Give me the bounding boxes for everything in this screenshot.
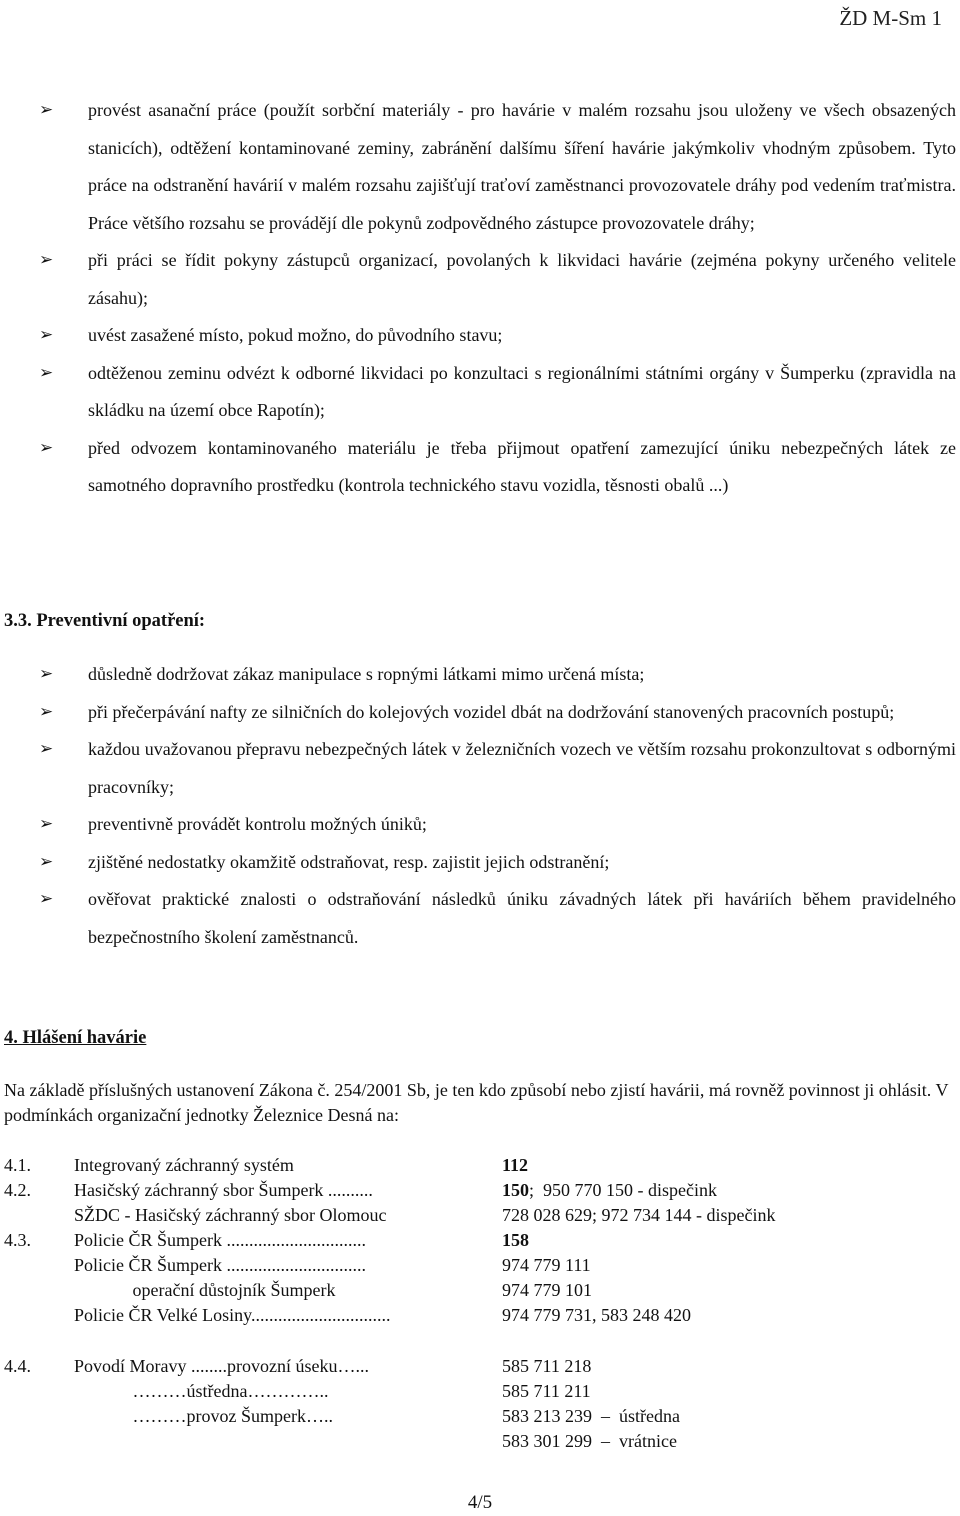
section-heading-reporting: 4. Hlášení havárie [4, 1028, 147, 1048]
preventive-list [0, 656, 960, 956]
contact-phone [502, 1303, 691, 1328]
contact-phone [502, 1354, 591, 1379]
contact-name: SŽDC - Hasičský záchranný sbor Olomouc [74, 1205, 387, 1225]
contact-phone [502, 1404, 680, 1429]
contact-number: 4.4. [4, 1356, 31, 1376]
contact-row [0, 1354, 960, 1379]
list-item: ➢ zjištěné nedostatky okamžitě odstraňovat, resp. zajistit jejich odstranění; [0, 844, 960, 882]
arrow-bullet-icon: ➢ [39, 701, 54, 722]
contact-name: Integrovaný záchranný systém [74, 1155, 294, 1175]
contact-name: operační důstojník Šumperk [74, 1280, 336, 1300]
contact-phone [502, 1153, 528, 1178]
contact-name: ………ústředna………….. [74, 1381, 329, 1401]
arrow-bullet-icon: ➢ [39, 814, 54, 834]
list-item: ➢ preventivně provádět kontrolu možných úniků; [0, 806, 960, 844]
contact-row [0, 1203, 960, 1228]
contact-phone [502, 1253, 591, 1278]
contact-row [0, 1404, 960, 1429]
list-item: ➢ při přečerpávání nafty ze silničních do kolejových vozidel dbát na dodržování stanovených pracovních postupů; [0, 694, 960, 732]
contact-row [0, 1228, 960, 1253]
arrow-bullet-icon: ➢ [39, 664, 54, 684]
list-item: ➢ důsledně dodržovat zákaz manipulace s ropnými látkami mimo určená místa; [0, 656, 960, 694]
arrow-bullet-icon: ➢ [39, 889, 54, 909]
contact-number: 4.2. [4, 1180, 31, 1200]
contact-name: Policie ČR Velké Losiny............................... [74, 1305, 391, 1325]
phone-detail: 583 213 239 – ústředna [502, 1406, 680, 1426]
contact-name: Hasičský záchranný sbor Šumperk .......... [74, 1180, 373, 1200]
phone-detail: 728 028 629; 972 734 144 - dispečink [502, 1205, 776, 1225]
arrow-bullet-icon: ➢ [39, 100, 54, 120]
arrow-bullet-icon: ➢ [39, 250, 54, 270]
arrow-bullet-icon: ➢ [39, 325, 54, 345]
contact-row [0, 1178, 960, 1203]
list-item: ➢ odtěženou zeminu odvézt k odborné likvidaci po konzultaci s regionálními státními orgány v Šumperku (zpravidla na skládku na území obce Rapotín); [0, 355, 960, 430]
page-number: 4/5 [467, 1492, 493, 1513]
contact-row [0, 1379, 960, 1404]
contact-phone [502, 1278, 592, 1303]
contact-phone [502, 1228, 529, 1253]
contact-phone [502, 1178, 717, 1203]
arrow-bullet-icon: ➢ [39, 437, 54, 458]
contact-row [0, 1153, 960, 1178]
contact-name: ………provoz Šumperk….. [74, 1406, 333, 1426]
contact-name: Povodí Moravy ........provozní úseku…... [74, 1356, 369, 1376]
phone-detail: ; 950 770 150 - dispečink [529, 1180, 717, 1200]
list-item: ➢ ověřovat praktické znalosti o odstraňování následků úniku závadných látek při haváriích během pravidelného bezpečnostního školení zaměstnanců. [0, 881, 960, 956]
phone-detail: 585 711 218 [502, 1356, 592, 1376]
phone-detail: 974 779 101 [502, 1280, 592, 1300]
contact-phone [502, 1379, 591, 1404]
contact-row [0, 1278, 960, 1303]
contact-row [0, 1303, 960, 1328]
section-heading-preventive: 3.3. Preventivní opatření: [4, 611, 206, 631]
arrow-bullet-icon: ➢ [39, 851, 54, 872]
contact-name: Policie ČR Šumperk ............................... [74, 1255, 366, 1275]
emergency-number: 112 [502, 1155, 529, 1175]
list-item: ➢ uvést zasažené místo, pokud možno, do původního stavu; [0, 317, 960, 355]
emergency-number: 158 [502, 1230, 529, 1250]
arrow-bullet-icon: ➢ [39, 739, 54, 759]
phone-detail: 583 301 299 – vrátnice [502, 1431, 677, 1451]
contact-name: Policie ČR Šumperk ............................... [74, 1230, 366, 1250]
phone-detail: 974 779 111 [502, 1255, 591, 1275]
contact-table [0, 1153, 960, 1454]
contact-number: 4.1. [4, 1155, 31, 1175]
phone-detail: 974 779 731, 583 248 420 [502, 1305, 691, 1325]
reporting-paragraph: Na základě příslušných ustanovení Zákona č. 254/2001 Sb, je ten kdo způsobí nebo zjistí havárii, má rovněž povinnost ji ohlásit. V podmínkách organizační jednotky Železnice Desná na: [4, 1080, 949, 1125]
list-item: ➢ provést asanační práce (použít sorbční materiály - pro havárie v malém rozsahu jsou uloženy ve všech obsazených stanicích), odtěžení kontaminované zeminy, zabránění dalšímu šíření havárie jakýmkoliv vhodným způsobem. Tyto práce na odstranění havárií v malém rozsahu zajišťují traťoví zaměstnanci provozovatele dráhy pod vedením traťmistra. Práce většího rozsahu se provádějí dle pokynů zodpovědného zástupce provozovatele dráhy; [0, 92, 960, 242]
list-item: ➢ každou uvažovanou přepravu nebezpečných látek v železničních vozech ve větším rozsahu prokonzultovat s odbornými pracovníky; [0, 731, 960, 806]
document-id: ŽD M-Sm 1 [839, 6, 942, 30]
contact-row [0, 1253, 960, 1278]
contact-phone [502, 1203, 775, 1228]
remediation-list [0, 92, 960, 505]
contact-phone [502, 1429, 677, 1454]
phone-detail: 585 711 211 [502, 1381, 591, 1401]
list-item: ➢ před odvozem kontaminovaného materiálu je třeba přijmout opatření zamezující úniku nebezpečných látek ze samotného dopravního prostředku (kontrola technického stavu vozidla, těsnosti obalů ...) [0, 430, 960, 505]
contact-number: 4.3. [4, 1230, 31, 1250]
list-item: ➢ při práci se řídit pokyny zástupců organizací, povolaných k likvidaci havárie (zejména pokyny určeného velitele zásahu); [0, 242, 960, 317]
arrow-bullet-icon: ➢ [39, 362, 54, 383]
emergency-number: 150 [502, 1180, 529, 1200]
contact-row [0, 1429, 960, 1454]
